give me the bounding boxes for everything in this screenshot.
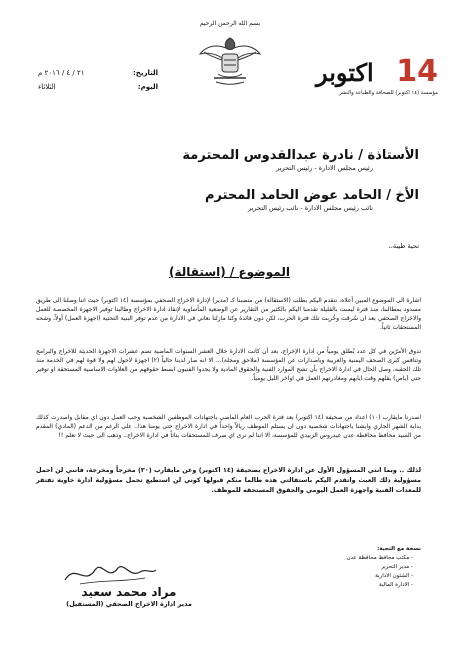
copy-recipient: - مكتب محافظ محافظة عدن [346, 555, 413, 561]
yemen-eagle-emblem-icon [196, 30, 264, 86]
copy-recipient: - الشئون الادارية [375, 573, 413, 579]
addressee-1-name: الأستاذة / نادرة عبدالقدوس المحترمة [182, 148, 419, 163]
paragraph-4: لذلك .. وبما انني المسؤول الأول عن ادارة الاخراج بصحيفة (١٤ اكتوبر) وعن مايقارب (٣٠) مخرجاً ومخرجة، فانني لن احمل مسؤولية ذلك العبث واتقدم اليكم باستقالتي هذه طالما منكم قبولها كوني لن استطيع تحمل مسؤولية ادارة خاوية تفتقر للمعدات الفنية واجهزة العمل اليومي والحقوق المستحقه للموظف. [36, 466, 421, 494]
bismillah-motto: بسم الله الرحمن الرحيم [199, 20, 261, 27]
day-value: الثلاثاء [38, 83, 56, 91]
date-label: التاريخ: [132, 69, 158, 77]
signatory-name: مراد محمد سعيد [81, 585, 177, 599]
paragraph-1: اشارة الى الموضوع المبين أعلاه، نتقدم اليكم بطلب (الاستقالة) من منصبنا كـ (مدير) لإدارة الاخراج الصحفي بمؤسسة (١٤ اكتوبر) حيث اننا وصلنا الى طريق مسدود بمطالبنا، منذ فترة ليست بالقليلة تقدمنا اليكم بالكثير من التقارير عن الوضعية المأساوية لإنقاذ ادارة الاخراج وطالبنا توفير الاجهزة المخصصة للعمل والاخراج الصحفي بعد ان سُرقت وخُربت تلك فترة الحرب، لكن دون فائدة وكنا مازلنا نعاني في الادارة من عدم توفر البنية التحتية (اجهزة العمل) أولاً، وشحه المستحقات ثانياً. [36, 297, 421, 331]
addressee-2-title: نائب رئيس مجلس الادارة - نائب رئيس التحرير [248, 204, 373, 212]
date-value: ٢١ / ٤ / ٢٠١٦ م [38, 69, 85, 77]
copies-list [301, 545, 421, 590]
paragraph-3: اصدرنا مايقارب (١٠) اعداد من صحيفة (١٤ اكتوبر) بعد فترة الحرب العام الماضي باجتهادات الموظفين الشخصية وحب العمل دون اي مقابل واصدرت كذلك بداية الشهر الجاري وابشنا باجتهادات شخصية دون ان يستلم الموظف ريالاً واحداً في ادارة الاخراج حتى يومنا هذا.. على الرغم من الدعم (المادي) المقدم من السيد محافظ محافظة عدن عيدروس الزبيدي للمؤسسة، الا اننا لم نرى اي صرف للمستحقات بتاتاً في ادارة الاخراج.. وذهب الى حيث لا نعلم !! [36, 414, 422, 439]
handwritten-signature-icon [60, 558, 160, 588]
copy-recipient: - الادارة المالية [378, 582, 413, 588]
addressee-1 [182, 148, 419, 172]
subject-line: الموضوع / (استقالة) [169, 265, 290, 279]
date-block [38, 66, 158, 94]
logo-name: اكتوبر [316, 58, 374, 87]
copies-title: نسخة مع التحية: [377, 546, 421, 552]
day-label: اليوم: [137, 83, 158, 91]
logo-subtitle: مؤسسة (١٤ اكتوبر) للصحافة والطباعة والنشر [339, 90, 438, 96]
signature-block [64, 585, 194, 608]
addressee-2 [205, 188, 419, 212]
signatory-title: مدير ادارة الاخراج الصحفي (المستقيل) [66, 600, 192, 608]
addressee-2-name: الأخ / الحامد عوض الحامد المحترم [204, 188, 419, 203]
newspaper-logo [308, 52, 438, 102]
greeting: تحية طيبة،، [388, 242, 419, 250]
addressee-1-title: رئيس مجلس الادارة - رئيس التحرير [276, 164, 373, 172]
copy-recipient: - مدير التحرير [381, 564, 413, 570]
paragraph-2: تدوق الأمرّين في كل عدد يُطلق يومياً من ادارة الإخراج، بعد أن كانت الادارة خلال العشر السنوات الماضية تضم عشرات الاجهزة الحديثة للاخراج والبرامج وتنافس كبرى الصحف اليمنية والعربية وباصدارات عن المؤسسة (ملاحق ومجلة)... الا انه صار لدينا حالياً (٢) اجهزة لاحول لهم ولا قوة لهم في الخدمة منذ تلك الحقبه، وصل الحال في ادارة الاخراج بأن تشح الموارد الفنية والحقوق المادية ولا يجدوا الفنيون ابسط حقوقهم من العلاوات الاساسية المستحقة او توفير حتى (باص) يقلهم وقت ايابهم ومغادرتهم العمل في اواخر الليل يومياً. [36, 348, 421, 382]
logo-number: 14 [396, 54, 438, 89]
